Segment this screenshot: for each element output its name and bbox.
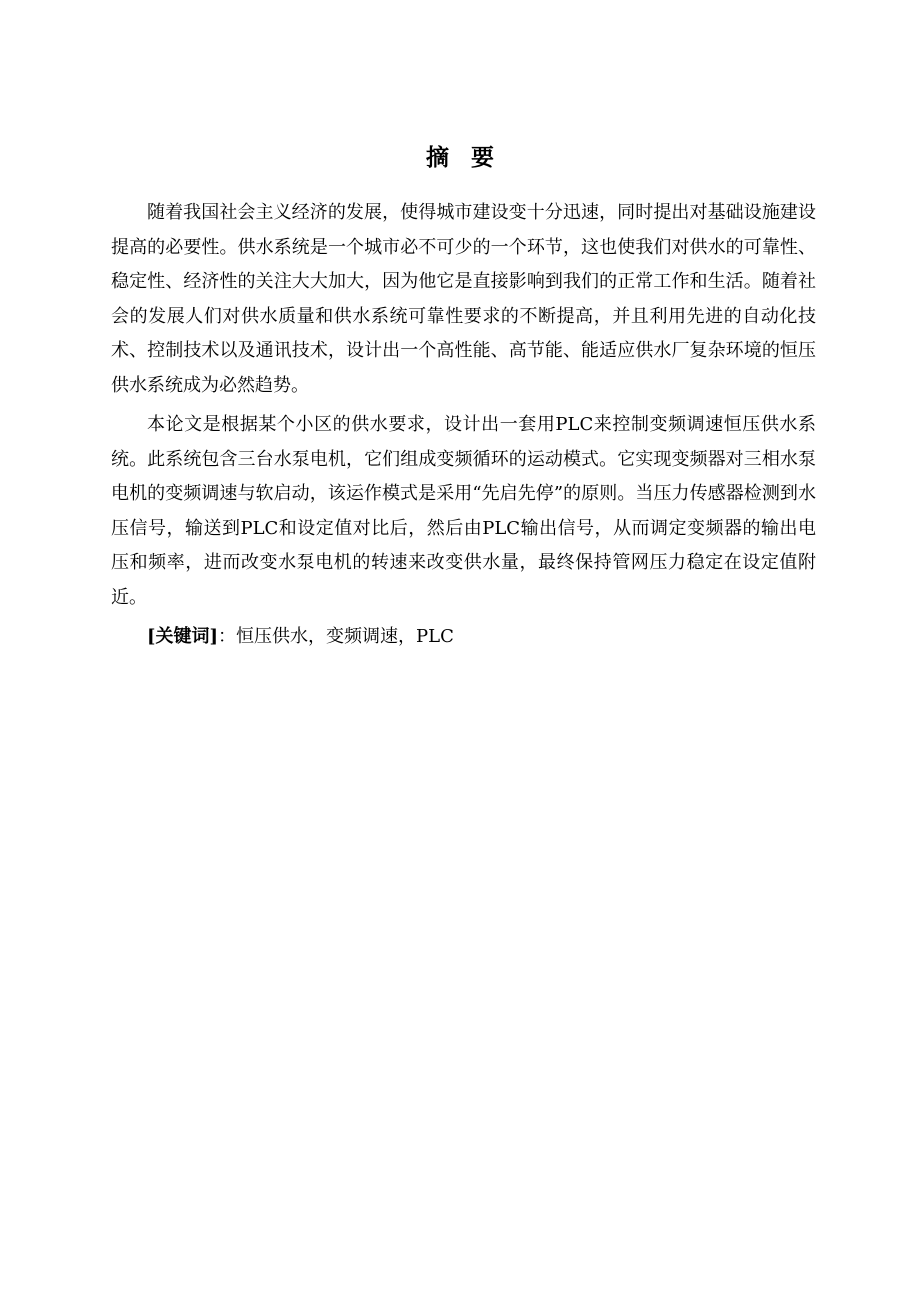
abstract-paragraph-2: 本论文是根据某个小区的供水要求，设计出一套用PLC来控制变频调速恒压供水系统。此系统包含三台水泵电机，它们组成变频循环的运动模式。它实现变频器对三相水泵电机的变频调速与软启动，该运作模式是采用“先启先停”的原则。当压力传感器检测到水压信号，输送到PLC和设定值对比后，然后由PLC输出信号，从而调定变频器的输出电压和频率，进而改变水泵电机的转速来改变供水量，最终保持管网压力稳定在设定值附近。	[111, 414, 816, 608]
abstract-body	[111, 196, 816, 655]
keywords-label: [关键词]	[147, 626, 219, 647]
keywords-line	[111, 620, 816, 655]
page-title: 摘要	[426, 144, 516, 171]
abstract-paragraph-1: 随着我国社会主义经济的发展，使得城市建设变十分迅速，同时提出对基础设施建设提高的必要性。供水系统是一个城市必不可少的一个环节，这也使我们对供水的可靠性、稳定性、经济性的关注大大加大，因为他它是直接影响到我们的正常工作和生活。随着社会的发展人们对供水质量和供水系统可靠性要求的不断提高，并且利用先进的自动化技术、控制技术以及通讯技术，设计出一个高性能、高节能、能适应供水厂复杂环境的恒压供水系统成为必然趋势。	[111, 202, 816, 396]
keywords-text: ：恒压供水，变频调速，PLC	[218, 626, 454, 647]
